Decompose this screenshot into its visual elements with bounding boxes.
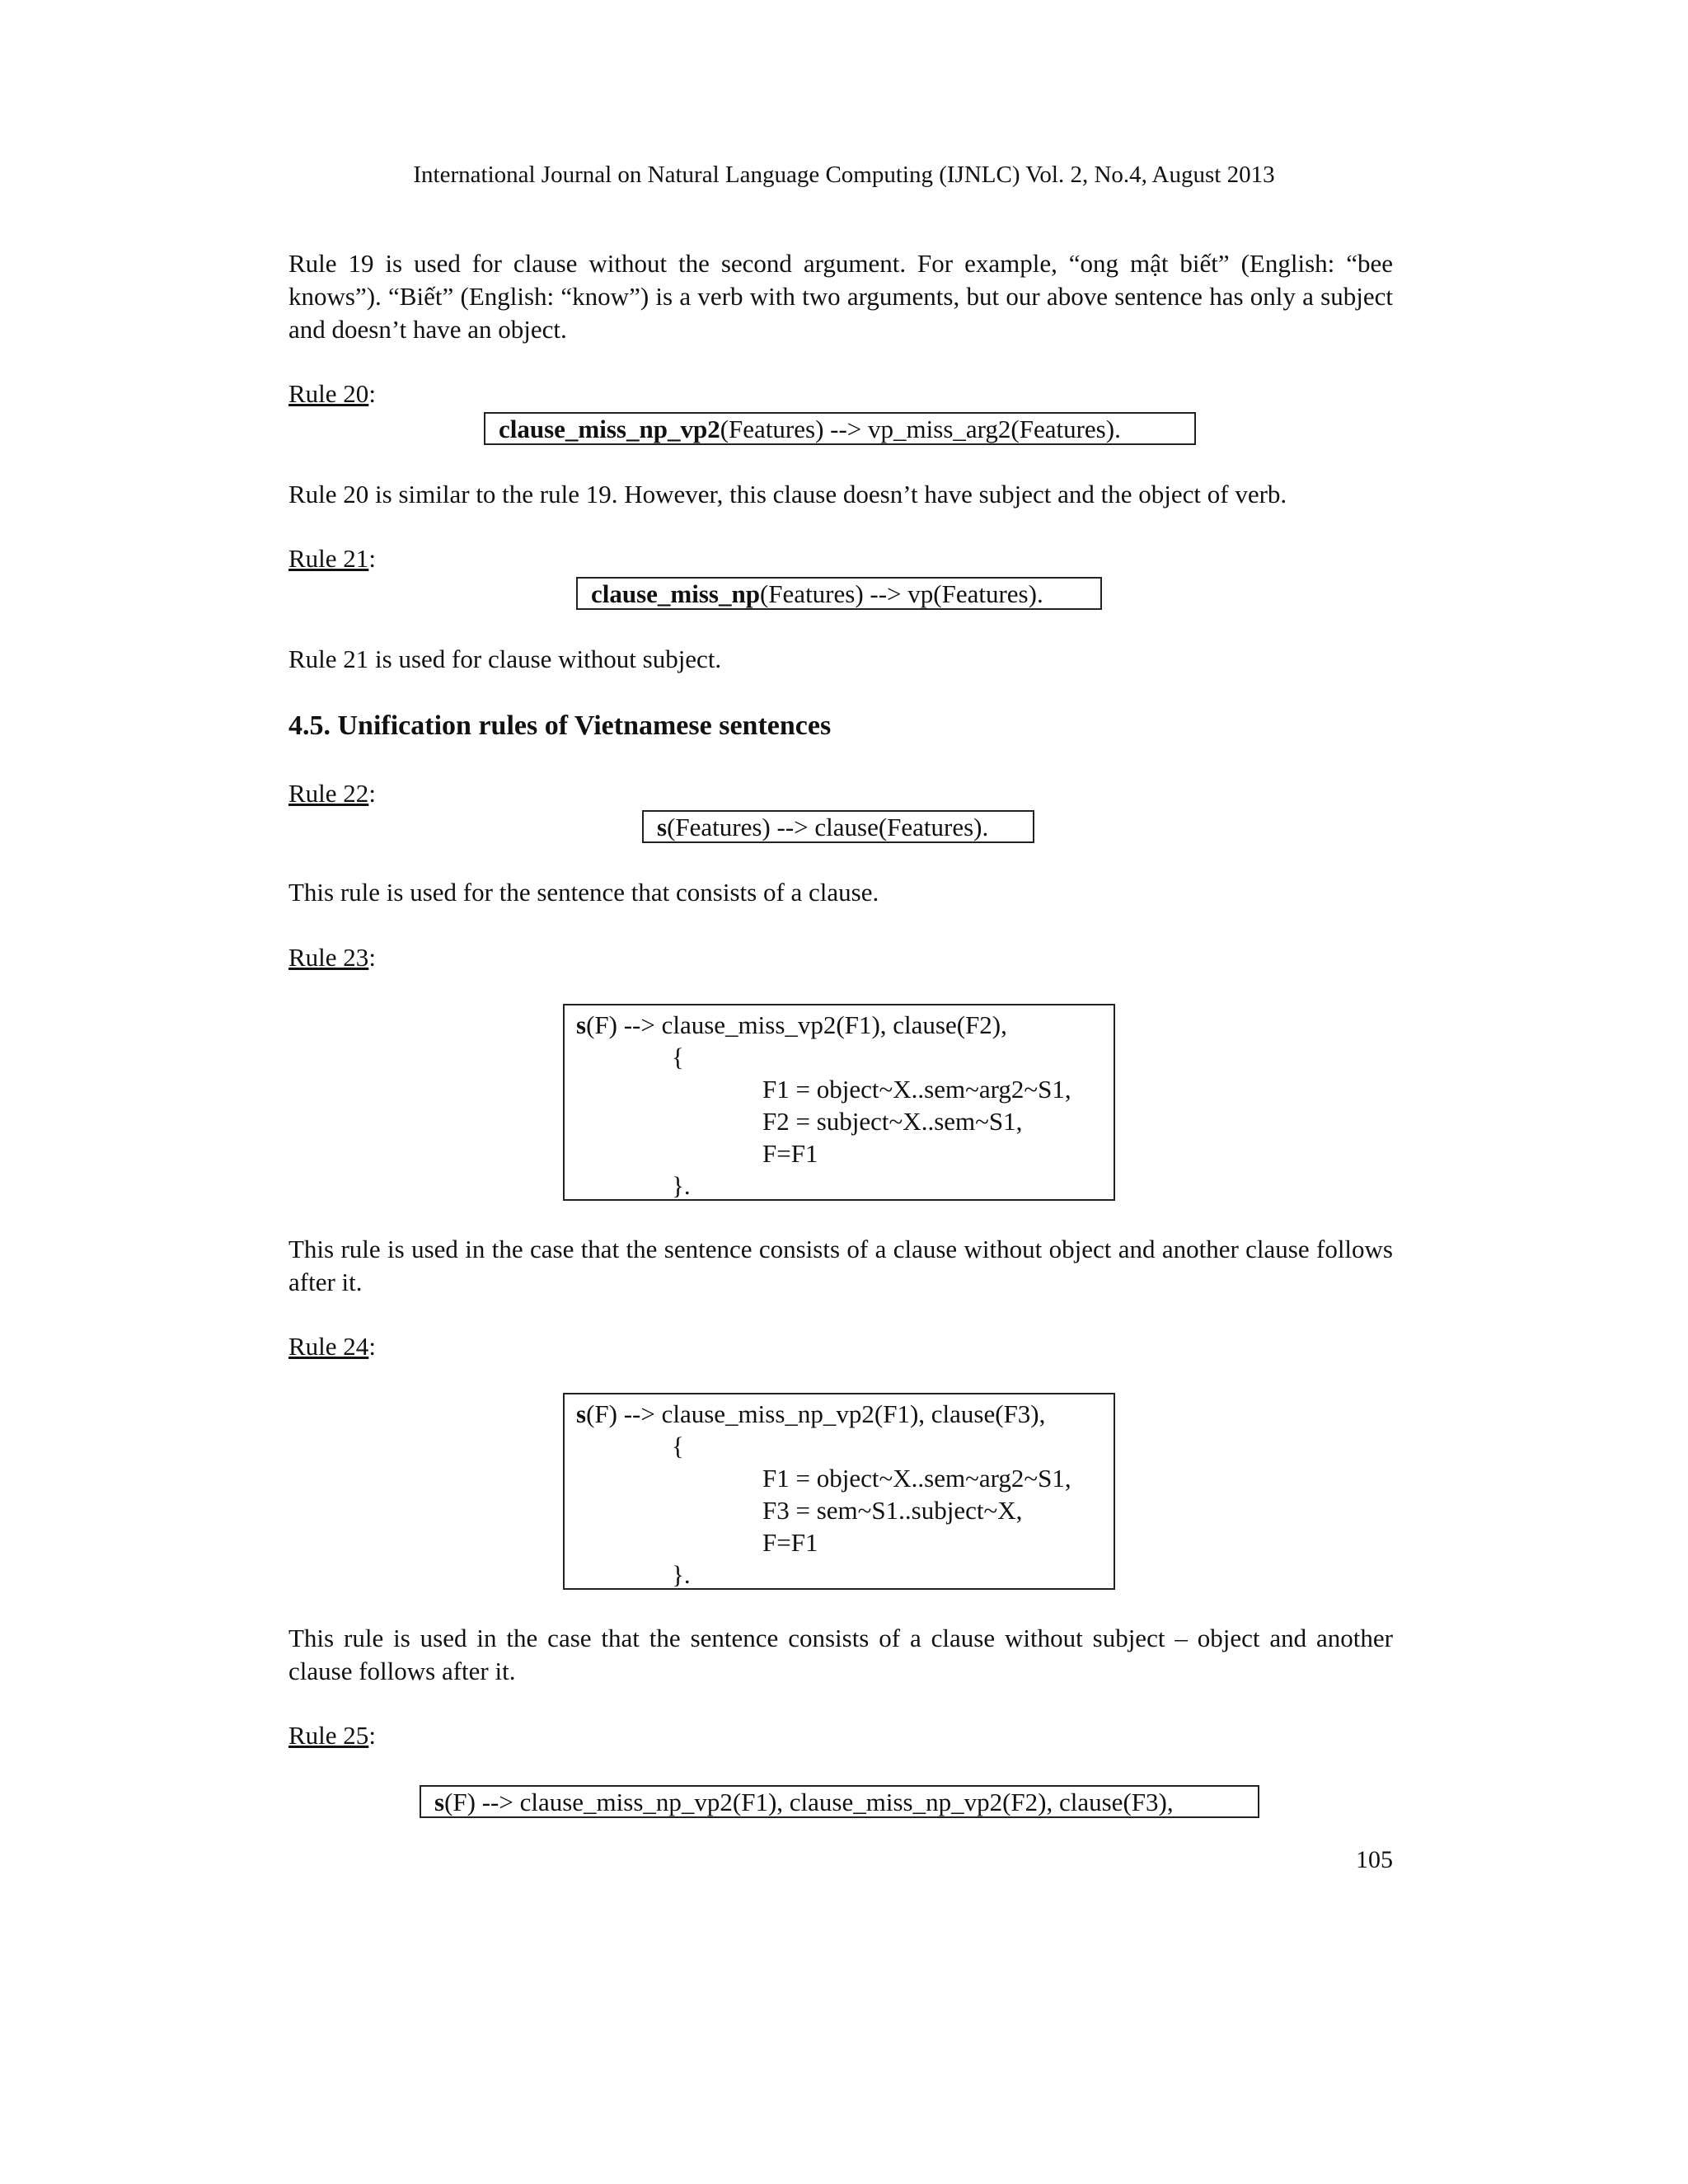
rule24-line4: F3 = sem~S1..subject~X,: [762, 1496, 1023, 1525]
rule20-box: [484, 412, 1196, 445]
rule23-line2: {: [672, 1043, 684, 1071]
rule24-line2: {: [672, 1432, 684, 1460]
rule25-body: (F) --> clause_miss_np_vp2(F1), clause_miss_np_vp2(F2), clause(F3),: [444, 1788, 1174, 1816]
rule20-description: Rule 20 is similar to the rule 19. However, this clause doesn’t have subject and the object of verb.: [288, 480, 1287, 509]
rule22-label-text: Rule 22: [288, 779, 369, 808]
paragraph-rule19-description: Rule 19 is used for clause without the second argument. For example, “ong mật biết” (English: “bee knows”). “Biết” (English: “know”) is a verb with two arguments, but our above sentence has only a subject and doesn’t have an object.: [288, 249, 1393, 344]
rule24-line3: F1 = object~X..sem~arg2~S1,: [762, 1464, 1071, 1493]
rule25-label: [288, 1719, 376, 1752]
page-number: 105: [1356, 1846, 1393, 1873]
rule22-label-colon: :: [368, 779, 376, 808]
rule20-label: [288, 377, 376, 410]
rule25-label-text: Rule 25: [288, 1721, 369, 1750]
rule23-box: [563, 1004, 1115, 1201]
rule24-label-text: Rule 24: [288, 1332, 369, 1361]
rule21-label: [288, 542, 376, 575]
rule20-label-colon: :: [368, 379, 376, 408]
rule21-head: clause_miss_np: [591, 579, 760, 608]
rule22-box: [642, 810, 1034, 843]
rule23-line6: }.: [672, 1171, 691, 1200]
rule24-box: [563, 1393, 1115, 1590]
rule20-label-text: Rule 20: [288, 379, 369, 408]
rule23-line5: F=F1: [762, 1139, 818, 1168]
rule23-line3: F1 = object~X..sem~arg2~S1,: [762, 1075, 1071, 1104]
rule21-label-text: Rule 21: [288, 544, 369, 573]
rule23-label-text: Rule 23: [288, 943, 369, 972]
rule24-line6: }.: [672, 1560, 691, 1589]
rule24-label-colon: :: [368, 1332, 376, 1361]
rule23-line1: [576, 1009, 1114, 1041]
rule20-body: (Features) --> vp_miss_arg2(Features).: [720, 415, 1121, 443]
rule24-line5: F=F1: [762, 1528, 818, 1557]
section-heading: 4.5. Unification rules of Vietnamese sentences: [288, 710, 832, 741]
rule25-label-colon: :: [368, 1721, 376, 1750]
rule23-label: [288, 941, 376, 974]
rule21-description: Rule 21 is used for clause without subject.: [288, 644, 722, 673]
rule23-line1-text: (F) --> clause_miss_vp2(F1), clause(F2),: [586, 1010, 1007, 1039]
rule25-head: s: [434, 1788, 445, 1816]
rule23-head: s: [576, 1010, 587, 1039]
rule22-description: This rule is used for the sentence that consists of a clause.: [288, 878, 879, 907]
rule25-box: [420, 1785, 1259, 1818]
journal-header: International Journal on Natural Language Computing (IJNLC) Vol. 2, No.4, August 2013: [413, 162, 1275, 188]
rule24-line1: [576, 1398, 1114, 1430]
rule24-label: [288, 1330, 376, 1363]
rule22-head: s: [657, 813, 668, 841]
rule22-label: [288, 777, 376, 810]
rule23-description: This rule is used in the case that the sentence consists of a clause without object and another clause follows after it.: [288, 1235, 1393, 1296]
rule24-description: This rule is used in the case that the sentence consists of a clause without subject – object and another clause follows after it.: [288, 1624, 1393, 1685]
rule23-label-colon: :: [368, 943, 376, 972]
rule20-head: clause_miss_np_vp2: [499, 415, 720, 443]
rule21-body: (Features) --> vp(Features).: [759, 579, 1043, 608]
rule21-label-colon: :: [368, 544, 376, 573]
rule24-head: s: [576, 1399, 587, 1428]
rule22-body: (Features) --> clause(Features).: [667, 813, 989, 841]
rule21-box: [576, 577, 1102, 610]
rule24-line1-text: (F) --> clause_miss_np_vp2(F1), clause(F3),: [586, 1399, 1046, 1428]
rule23-line4: F2 = subject~X..sem~S1,: [762, 1107, 1023, 1136]
